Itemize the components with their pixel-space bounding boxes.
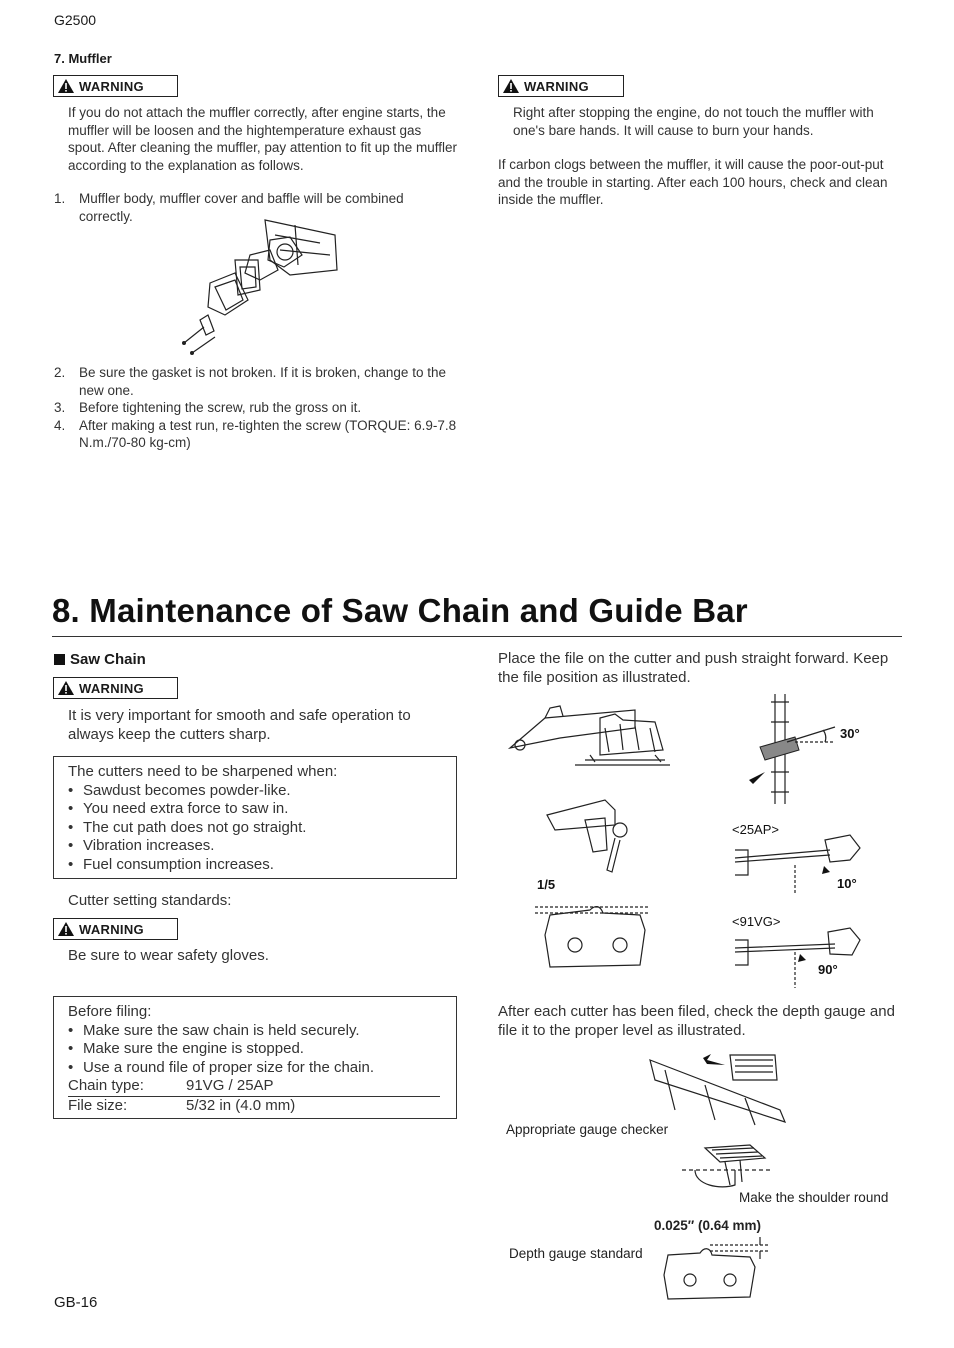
gloves-warning-text: Be sure to wear safety gloves. <box>68 947 269 964</box>
saw-chain-warning-text: It is very important for smooth and safe operation to always keep the cutters sharp. <box>68 707 411 743</box>
list-item: The cut path does not go straight. <box>83 818 307 836</box>
25ap-label: <25AP> <box>732 822 779 837</box>
step-text: Before tightening the screw, rub the gross on it. <box>79 400 362 415</box>
page-number: GB-16 <box>54 1294 98 1311</box>
muffler-warning-2-label <box>498 75 624 97</box>
warning-triangle-icon <box>58 922 74 936</box>
list-item: Fuel consumption increases. <box>83 855 274 873</box>
list-item: Make sure the saw chain is held securely. <box>83 1021 360 1039</box>
step-text: Be sure the gasket is not broken. If it is broken, change to the new one. <box>79 365 446 398</box>
muffler-steps-2-4 <box>54 364 458 452</box>
step-number: 4. <box>54 417 66 433</box>
heading-text: Saw Chain <box>70 651 146 668</box>
step-number: 3. <box>54 400 66 415</box>
file-25ap-illustration <box>730 820 865 895</box>
list-item: Make sure the engine is stopped. <box>83 1040 304 1057</box>
list-item: Use a round file of proper size for the chain. <box>83 1058 374 1076</box>
muffler-carbon-text: If carbon clogs between the muffler, it will cause the poor-out-put and the trouble in starting. After each 100 hours, check and clean inside the muffler. <box>498 157 888 207</box>
muffler-section-title: 7. Muffler <box>54 51 112 66</box>
chainsaw-stump-illustration <box>505 700 670 770</box>
angle-90-label: 90° <box>818 962 838 977</box>
list-item: Vibration increases. <box>83 837 215 854</box>
warning-triangle-icon <box>58 79 74 93</box>
chain-type-value: 91VG / 25AP <box>186 1077 274 1094</box>
muffler-warning-text: If you do not attach the muffler correctly, after engine starts, the muffler will be loosen and the hightemperature exhaust gas spout. After cleaning the muffler, pay attention to fit up the muffler according to the explanation as follows. <box>68 105 457 173</box>
angle-10-label: 10° <box>837 876 857 891</box>
warning-text: WARNING <box>79 680 144 696</box>
saw-chain-heading <box>54 651 146 668</box>
file-holder-illustration <box>545 790 635 875</box>
warning-text: WARNING <box>79 921 144 937</box>
chain-type-label: Chain type: <box>68 1077 144 1094</box>
one-fifth-label: 1/5 <box>537 877 556 892</box>
title-rule <box>52 636 902 637</box>
cutter-one-fifth-illustration <box>535 875 655 975</box>
91vg-label: <91VG> <box>732 914 781 929</box>
cutter-standards-text: Cutter setting standards: <box>68 892 232 909</box>
before-filing-box: Before filing: • Make sure the saw chain is held securely. • Make sure the engine is stopped. • Use a round file of proper size for the chain. Chain type: 91VG / 25AP File size: 5/32 in (4.0 mm) <box>53 996 457 1119</box>
gauge-checker-caption: Appropriate gauge checker <box>506 1122 669 1137</box>
warning-text: WARNING <box>524 78 589 94</box>
warning-triangle-icon <box>58 681 74 695</box>
warning-text: WARNING <box>79 78 144 94</box>
file-91vg-illustration <box>730 910 865 990</box>
muffler-exploded-illustration <box>180 215 340 360</box>
gauge-checker-illustration <box>645 1050 795 1128</box>
depth-gauge-illustration <box>660 1235 775 1303</box>
angle-30-label: 30° <box>840 726 860 741</box>
warning-triangle-icon <box>503 79 519 93</box>
file-size-label: File size: <box>68 1096 128 1114</box>
sharpen-when-box: The cutters need to be sharpened when: • Sawdust becomes powder-like. • You need extra force to saw in. • The cut path does not go straight. • Vibration increases. • Fuel consumption increases. <box>53 756 457 879</box>
gloves-warning-label <box>53 918 178 940</box>
shoulder-round-caption: Make the shoulder round <box>739 1190 889 1205</box>
muffler-warning-label <box>53 75 178 97</box>
depth-instruction-text: After each cutter has been filed, check the depth gauge and file it to the proper level as illustrated. <box>498 1003 895 1039</box>
file-instruction-text: Place the file on the cutter and push straight forward. Keep the file position as illustrated. <box>498 650 889 686</box>
depth-value-label: 0.025″ (0.64 mm) <box>654 1218 762 1233</box>
saw-chain-warning-label <box>53 677 178 699</box>
box-intro: Before filing: <box>68 1003 152 1020</box>
muffler-warning-2-text: Right after stopping the engine, do not touch the muffler with one's bare hands. It will cause to burn your hands. <box>513 105 874 138</box>
depth-standard-caption: Depth gauge standard <box>509 1246 643 1261</box>
list-item: Sawdust becomes powder-like. <box>83 781 291 799</box>
step-number: 1. <box>54 191 66 206</box>
model-number: G2500 <box>54 12 97 28</box>
file-size-value: 5/32 in (4.0 mm) <box>186 1096 296 1114</box>
step-number: 2. <box>54 365 66 380</box>
step-text: After making a test run, re-tighten the screw (TORQUE: 6.9-7.8 N.m./70-80 kg-cm) <box>79 417 457 450</box>
box-intro: The cutters need to be sharpened when: <box>68 763 338 780</box>
file-angle-30-illustration <box>735 692 865 807</box>
square-bullet-icon <box>54 654 65 665</box>
step-text: Muffler body, muffler cover and baffle will be combined correctly. <box>79 191 404 224</box>
section-8-title: 8. Maintenance of Saw Chain and Guide Bar <box>52 592 748 629</box>
list-item: You need extra force to saw in. <box>83 800 289 817</box>
